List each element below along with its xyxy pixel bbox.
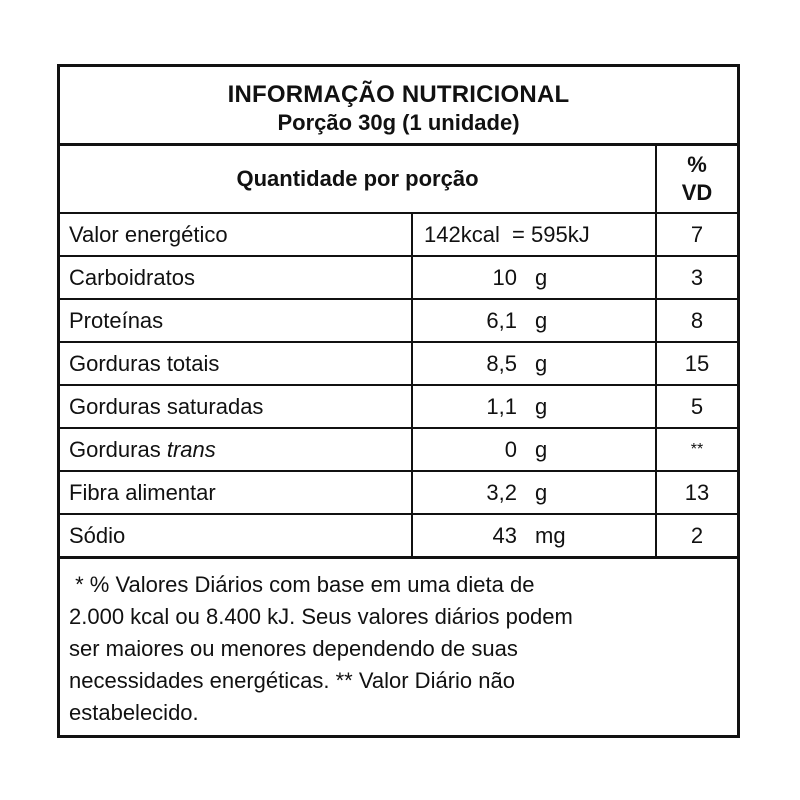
amount-value: 1,1 (486, 393, 517, 419)
nutrient-amount (411, 300, 655, 341)
footnote-line: 2.000 kcal ou 8.400 kJ. Seus valores diários podem (69, 604, 573, 629)
nutrient-row-fiber (60, 472, 737, 515)
footnote-line: * % Valores Diários com base em uma dieta de (69, 572, 535, 597)
nutrient-name: Carboidratos (69, 264, 195, 290)
amount-unit: g (535, 350, 548, 376)
footnote-line: estabelecido. (69, 700, 199, 725)
amount-value: 8,5 (486, 350, 517, 376)
footnote-line: necessidades energéticas. ** Valor Diário não (69, 668, 515, 693)
vd-header (655, 146, 737, 212)
nutrient-amount (411, 386, 655, 427)
amount-unit: mg (535, 522, 566, 548)
nutrient-vd: 5 (655, 386, 737, 427)
nutrient-row-trans-fat (60, 429, 737, 472)
nutrient-vd: 3 (655, 257, 737, 298)
nutrient-rows (60, 214, 737, 559)
vd-header-percent: % (687, 152, 707, 177)
nutrient-name: Proteínas (69, 307, 164, 333)
nutrient-row-saturated-fat (60, 386, 737, 429)
nutrient-row-carbs (60, 257, 737, 300)
nutrient-name: Valor energético (69, 221, 228, 247)
amount-unit: g (535, 307, 548, 333)
quantity-header: Quantidade por porção (236, 166, 479, 191)
nutrient-amount (411, 429, 655, 470)
label-header (60, 67, 737, 146)
nutrient-row-sodium (60, 515, 737, 559)
label-title: INFORMAÇÃO NUTRICIONAL (227, 81, 570, 108)
amount-unit: g (535, 393, 548, 419)
nutrient-vd: 13 (655, 472, 737, 513)
footnote (60, 559, 737, 729)
amount-value: 3,2 (486, 479, 517, 505)
amount-value: 6,1 (486, 307, 517, 333)
nutrient-amount (411, 515, 655, 556)
nutrient-name: Sódio (69, 522, 126, 548)
nutrient-vd: ** (655, 429, 737, 470)
nutrient-name-italic: trans (166, 436, 216, 462)
nutrient-name-prefix: Gorduras (69, 436, 167, 462)
nutrient-name: Gorduras totais (69, 350, 220, 376)
nutrient-row-energy (60, 214, 737, 257)
nutrient-vd: 15 (655, 343, 737, 384)
amount-unit: g (535, 479, 548, 505)
nutrient-name: Fibra alimentar (69, 479, 216, 505)
footnote-line: ser maiores ou menores dependendo de suas (69, 636, 518, 661)
nutrient-vd: 2 (655, 515, 737, 556)
nutrient-amount (411, 214, 655, 255)
nutrition-facts-label (57, 64, 740, 738)
nutrient-name: Gorduras saturadas (69, 393, 264, 419)
nutrient-amount (411, 257, 655, 298)
column-header-row (60, 146, 737, 214)
nutrient-vd: 8 (655, 300, 737, 341)
nutrient-row-total-fat (60, 343, 737, 386)
nutrient-amount (411, 472, 655, 513)
energy-value: 142kcal = 595kJ (424, 221, 590, 247)
serving-size: Porção 30g (1 unidade) (277, 110, 520, 135)
amount-value: 0 (504, 436, 517, 462)
amount-unit: g (535, 436, 548, 462)
amount-value: 10 (492, 264, 517, 290)
nutrient-name (60, 429, 411, 470)
nutrient-row-protein (60, 300, 737, 343)
nutrient-amount (411, 343, 655, 384)
nutrient-vd: 7 (655, 214, 737, 255)
vd-header-vd: VD (681, 180, 713, 205)
amount-unit: g (535, 264, 548, 290)
amount-value: 43 (492, 522, 517, 548)
